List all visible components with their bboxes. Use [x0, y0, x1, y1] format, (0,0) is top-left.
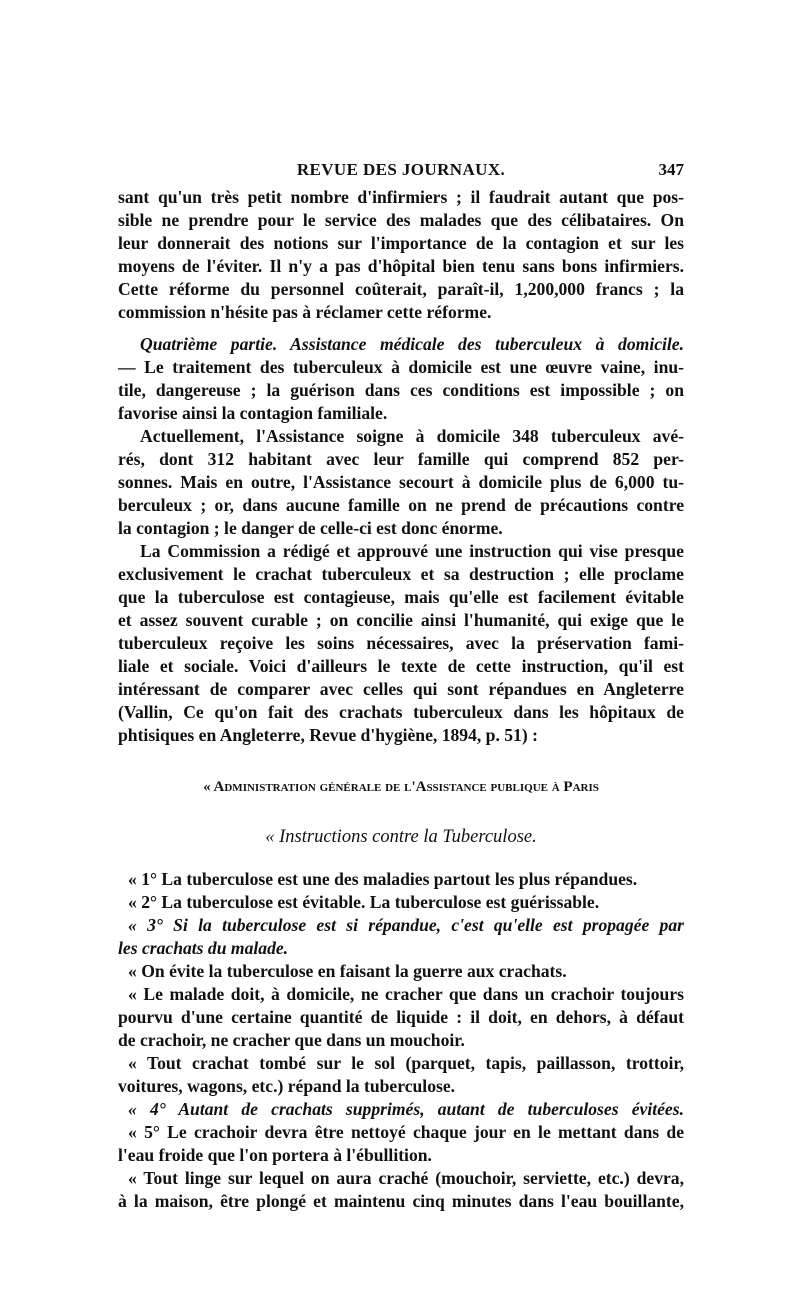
page-number: 347 [658, 160, 684, 179]
instruction-line: « Tout linge sur lequel on aura craché (mouchoir, serviette, etc.) devra, [128, 1168, 684, 1188]
instruction-line: l'eau froide que l'on portera à l'ébullition. [118, 1145, 432, 1165]
instruction-line: « On évite la tuberculose en faisant la guerre aux crachats. [128, 961, 567, 981]
running-header [118, 160, 684, 184]
text-line: tile, dangereuse ; la guérison dans ces conditions est impossible ; on [118, 380, 684, 400]
text-line: liale et sociale. Voici d'ailleurs le texte de cette instruction, qu'il est [118, 656, 684, 676]
text-line: rés, dont 312 habitant avec leur famille qui comprend 852 per- [118, 449, 684, 469]
text-line: la contagion ; le danger de celle-ci est donc énorme. [118, 518, 503, 538]
text-line: (Vallin, Ce qu'on fait des crachats tuberculeux dans les hôpitaux de [118, 702, 684, 722]
text-line: leur donnerait des notions sur l'importance de la contagion et sur les [118, 233, 684, 253]
text-line: La Commission a rédigé et approuvé une instruction qui vise presque [140, 541, 684, 561]
instruction-line: « Le malade doit, à domicile, ne cracher que dans un crachoir toujours [128, 984, 684, 1004]
administration-heading: « Administration générale de l'Assistance publique à Paris [203, 779, 599, 795]
text-line: tuberculeux reçoive les soins nécessaires, avec la préservation fami- [118, 633, 684, 653]
instruction-line: les crachats du malade. [118, 938, 289, 958]
text-line: Cette réforme du personnel coûterait, paraît-il, 1,200,000 francs ; la [118, 279, 684, 299]
journal-title: REVUE DES JOURNAUX. [296, 160, 506, 179]
instruction-line: « 1° La tuberculose est une des maladies partout les plus répandues. [128, 869, 638, 889]
text-line: berculeux ; or, dans aucune famille on ne prend de précautions contre [118, 495, 684, 515]
instruction-line: voitures, wagons, etc.) répand la tuberculose. [118, 1076, 456, 1096]
instruction-line: à la maison, être plongé et maintenu cinq minutes dans l'eau bouillante, [118, 1191, 684, 1211]
instruction-line: « 4° Autant de crachats supprimés, autant de tuberculoses évitées. [128, 1099, 684, 1119]
text-line: Actuellement, l'Assistance soigne à domicile 348 tuberculeux avé- [140, 426, 684, 446]
instruction-line: pourvu d'une certaine quantité de liquide : il doit, en dehors, à défaut [118, 1007, 684, 1027]
instruction-line: « 2° La tuberculose est évitable. La tuberculose est guérissable. [128, 892, 600, 912]
section-heading: Quatrième partie. Assistance médicale des tuberculeux à domicile. [140, 334, 684, 354]
text-line: et assez souvent curable ; on concilie ainsi l'humanité, qui exige que le [118, 610, 684, 630]
text-line: — Le traitement des tuberculeux à domicile est une œuvre vaine, inu- [118, 357, 684, 377]
text-line: intéressant de comparer avec celles qui sont répandues en Angleterre [118, 679, 684, 699]
text-line: moyens de l'éviter. Il n'y a pas d'hôpital bien tenu sans bons infirmiers. [118, 256, 684, 276]
text-line: sible ne prendre pour le service des malades que des célibataires. On [118, 210, 684, 230]
instruction-line: « Tout crachat tombé sur le sol (parquet, tapis, paillasson, trottoir, [128, 1053, 684, 1073]
instruction-line: « 5° Le crachoir devra être nettoyé chaque jour en le mettant dans de [128, 1122, 684, 1142]
text-line: sonnes. Mais en outre, l'Assistance secourt à domicile plus de 6,000 tu- [118, 472, 684, 492]
instruction-line: de crachoir, ne cracher que dans un mouchoir. [118, 1030, 465, 1050]
text-line: que la tuberculose est contagieuse, mais qu'elle est facilement évitable [118, 587, 684, 607]
text-line: exclusivement le crachat tuberculeux et sa destruction ; elle proclame [118, 564, 684, 584]
instructions-title: « Instructions contre la Tuberculose. [265, 827, 537, 847]
text-line: sant qu'un très petit nombre d'infirmiers ; il faudrait autant que pos- [118, 187, 684, 207]
instruction-line: « 3° Si la tuberculose est si répandue, c'est qu'elle est propagée par [128, 915, 684, 935]
text-line: phtisiques en Angleterre, Revue d'hygiène, 1894, p. 51) : [118, 725, 538, 745]
text-line: commission n'hésite pas à réclamer cette réforme. [118, 302, 492, 322]
text-line: favorise ainsi la contagion familiale. [118, 403, 388, 423]
